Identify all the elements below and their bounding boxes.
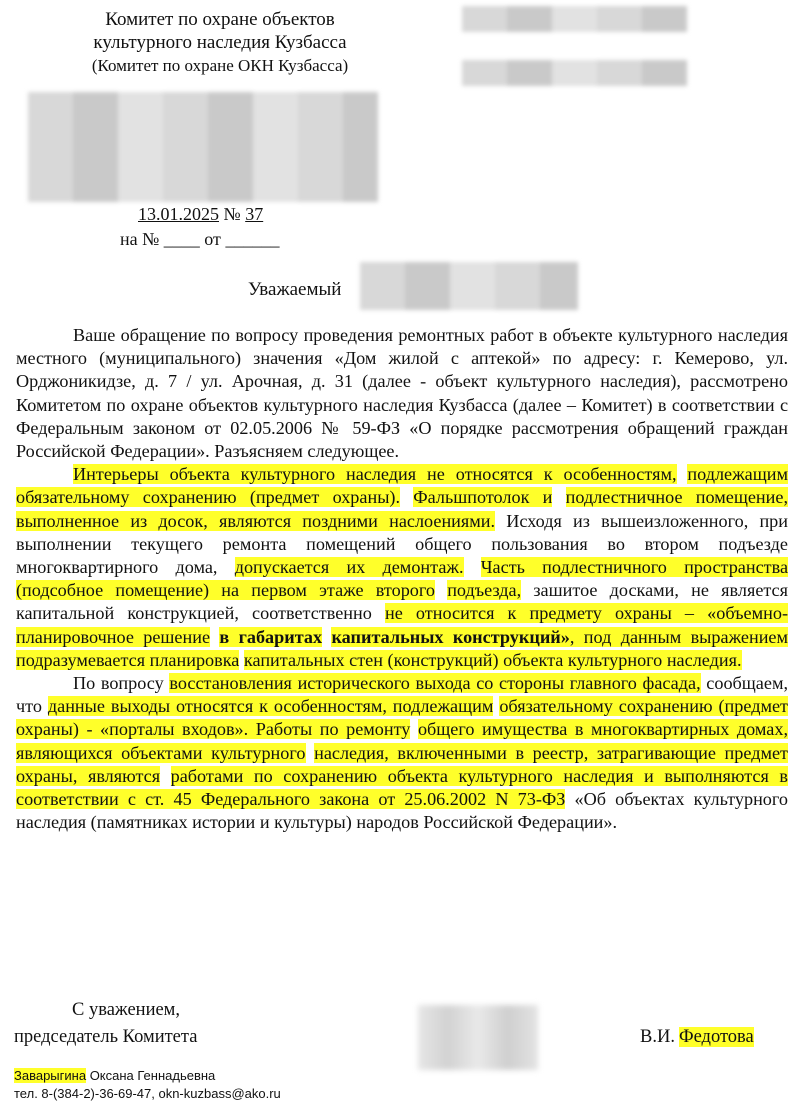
highlighted-text: работами по сохранению объекта культурного наследия и выполняются в <box>170 765 788 786</box>
ref-from-label: от <box>204 229 221 249</box>
signatory-surname: Федотова <box>678 1027 754 1047</box>
signatory-initials: В.И. <box>640 1027 675 1047</box>
letter-body <box>16 324 788 834</box>
redacted-recipient-bottom <box>462 60 687 86</box>
highlighted-text: данные выходы относятся к особенностям, подлежащим <box>47 696 494 717</box>
ref-label: на № <box>120 229 160 249</box>
text-run: сообщаем, что <box>16 673 789 717</box>
text-run: 02.05.2006 № 59-ФЗ «О порядке рассмотрения обращений граждан Российской <box>16 417 789 462</box>
text-run: Исходя из вышеизложенного, при выполнении текущего ремонта помещений общего <box>16 510 789 554</box>
paragraph-intro <box>16 324 788 463</box>
highlighted-bold-text: в габаритах <box>219 626 323 647</box>
highlighted-text: подлестничное помещение, выполненное из досок, являются поздними наслоениями. <box>16 487 789 531</box>
reg-date: 13.01.2025 <box>138 204 219 224</box>
highlighted-bold-text: капитальных конструкций» <box>331 626 570 647</box>
paragraph-interiors <box>16 463 788 672</box>
highlighted-text: соответствии с ст. 45 Федерального закона от 25.06.2002 N 73-ФЗ <box>16 789 566 810</box>
text-run: По вопросу <box>73 673 164 694</box>
org-short-name: (Комитет по охране ОКН Кузбасса) <box>91 56 349 75</box>
paragraph-historic-exit <box>16 672 788 834</box>
text-run: Ваше обращение по вопросу проведения ремонтных работ в объекте <box>73 325 613 345</box>
org-name-line2: культурного наследия Кузбасса <box>93 32 347 53</box>
highlighted-text: допускается их демонтаж. <box>234 557 464 578</box>
highlighted-text: обязательному сохранению (предмет охраны) - «порталы входов». Работы по ремонту <box>16 696 789 740</box>
highlighted-text: подлежащим обязательному сохранению (предмет охраны). <box>16 464 788 508</box>
highlighted-text: подъезда, <box>447 580 522 601</box>
closing-regards: С уважением, <box>72 1000 181 1020</box>
signatory-position: председатель Комитета <box>14 1027 198 1047</box>
reg-number-label: № <box>223 204 241 224</box>
text-run: наследия Кузбасса (далее – Комитет) в соответствии с Федеральным законом от <box>16 394 789 438</box>
text-run: культурного наследия местного (муниципального) значения «Дом жилой с аптекой» <box>16 325 789 369</box>
highlighted-text: Часть подлестничного пространства (подсобное помещение) на первом этаже второго <box>16 557 789 601</box>
highlighted-text: наследия, включенными в реестр, затрагивающие предмет охраны, являются <box>16 742 788 786</box>
ref-number-blank: ____ <box>163 229 200 249</box>
highlighted-text: Интерьеры объекта культурного наследия не относятся к особенностям, <box>73 464 677 485</box>
text-run: зашитое досками, не является капитальной конструкцией, соответственно <box>16 580 788 624</box>
greeting: Уважаемый <box>248 279 342 300</box>
executor-name <box>14 1068 215 1083</box>
registration-line <box>138 204 263 225</box>
redacted-recipient-top <box>462 6 687 32</box>
text-run: культурного наследия (памятниках истории и культуры) народов Российской <box>16 789 788 833</box>
org-name-line1: Комитет по охране объектов <box>105 9 335 30</box>
executor-contacts: тел. 8-(384-2)-36-69-47, okn-kuzbass@ako.ru <box>14 1086 281 1101</box>
highlighted-text: восстановления исторического выхода со стороны главного фасада, <box>169 673 701 694</box>
text-run: пользования во втором подъезде многоквартирного дома, <box>16 533 788 578</box>
redacted-addressee <box>360 262 578 310</box>
text-run: культурного наследия), рассмотрено Комитетом по охране объектов культурного <box>16 371 789 415</box>
org-header <box>0 8 440 77</box>
signatory-name <box>640 1027 754 1048</box>
redacted-signature <box>418 1005 538 1070</box>
highlighted-text: капитальных стен (конструкций) объекта культурного наследия. <box>243 649 742 670</box>
executor-surname: Заварыгина <box>14 1068 87 1083</box>
highlighted-text: общего имущества в многоквартирных домах, являющихся объектами культурного <box>16 719 788 763</box>
text-run: Федерации». <box>517 812 618 833</box>
text-run: по адресу: г. Кемерово, ул. Орджоникидзе, д. 7 / ул. Арочная, д. 31 (далее - объект <box>16 348 788 392</box>
ref-date-blank: ______ <box>225 229 280 249</box>
highlighted-text: не относится к предмету охраны – «объемно-планировочное решение <box>16 603 788 647</box>
reference-line <box>120 229 279 250</box>
highlighted-text: Фальшпотолок и <box>413 487 553 508</box>
highlighted-text: , под данным выражением подразумевается планировка <box>16 626 789 670</box>
redacted-stamp-block <box>28 92 378 202</box>
executor-given-names: Оксана Геннадьевна <box>89 1068 216 1083</box>
reg-number: 37 <box>245 204 264 224</box>
text-run: «Об объектах <box>574 789 685 810</box>
text-run: Федерации». Разъясняем следующее. <box>110 441 400 462</box>
